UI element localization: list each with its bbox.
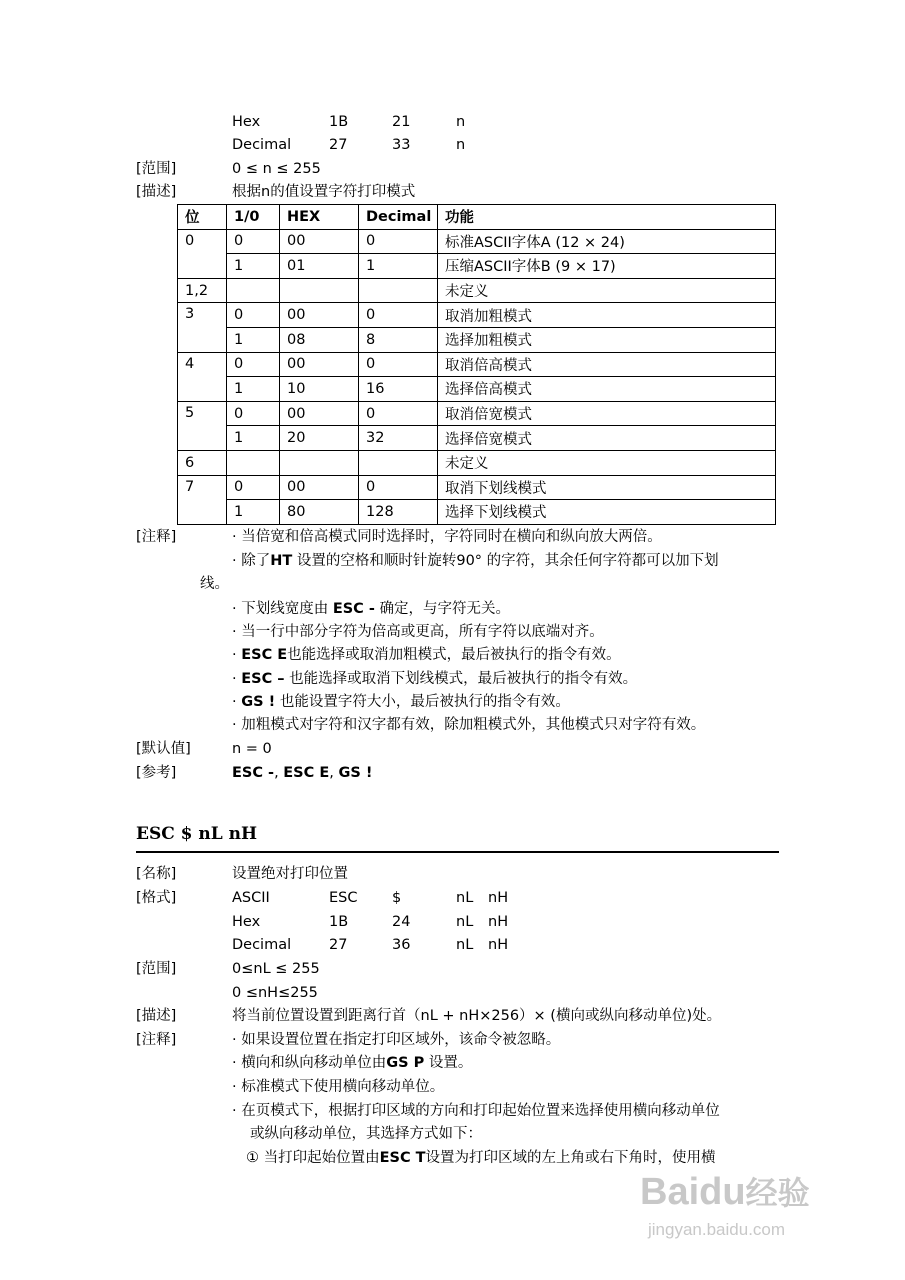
table-cell: 选择下划线模式	[438, 500, 776, 525]
command-ref: GS !	[241, 694, 276, 710]
table-cell: 0	[227, 352, 280, 377]
desc-label: [描述]	[136, 184, 177, 200]
table-row	[178, 426, 776, 451]
command-ref: ESC -	[332, 601, 375, 617]
table-cell: 取消倍高模式	[438, 352, 776, 377]
table-row	[178, 229, 776, 254]
section-title: ESC $ nL nH	[136, 824, 258, 844]
note-text: 设置为打印区域的左上角或右下角时，使用横	[425, 1150, 716, 1166]
table-cell: 10	[280, 377, 359, 402]
format-hex-value: n	[456, 114, 466, 130]
note-text: 设置。	[424, 1055, 473, 1071]
note-text: · 下划线宽度由	[232, 601, 333, 617]
format-hex-label: Hex	[232, 114, 261, 130]
table-cell: 00	[280, 229, 359, 254]
command-ref: ESC T	[379, 1150, 426, 1166]
table-row	[178, 352, 776, 377]
reference-link[interactable]: GS !	[338, 765, 373, 781]
note-continuation: 或纵向移动单位，其选择方式如下：	[250, 1126, 482, 1142]
notes-label: [注释]	[136, 529, 177, 545]
table-cell: 取消倍宽模式	[438, 401, 776, 426]
table-cell: 0	[227, 475, 280, 500]
name-label: [名称]	[136, 866, 177, 882]
command-ref: GS P	[386, 1055, 425, 1071]
table-cell: 128	[359, 500, 438, 525]
reference-link[interactable]: ESC -	[232, 765, 275, 781]
command-ref: ESC E	[241, 647, 288, 663]
table-cell: 5	[178, 401, 227, 450]
note-item: · 当倍宽和倍高模式同时选择时，字符同时在横向和纵向放大两倍。	[232, 529, 662, 545]
note-text: ·	[232, 647, 242, 663]
table-cell: 8	[359, 327, 438, 352]
table-row	[178, 278, 776, 303]
format-label: [格式]	[136, 890, 177, 906]
table-cell: 00	[280, 401, 359, 426]
table-cell: 未定义	[438, 278, 776, 303]
table-cell: 4	[178, 352, 227, 401]
note-text: · 横向和纵向移动单位由	[232, 1055, 387, 1071]
table-cell: 0	[227, 401, 280, 426]
reference-label: [参考]	[136, 765, 177, 781]
table-cell: 取消下划线模式	[438, 475, 776, 500]
table-row	[178, 450, 776, 475]
format-dec-value: nL	[456, 937, 474, 953]
format-dec-value: 27	[329, 137, 348, 153]
format-ascii-value: nL	[456, 890, 474, 906]
table-cell: 0	[359, 475, 438, 500]
note-item: · 当一行中部分字符为倍高或更高，所有字符以底端对齐。	[232, 624, 604, 640]
col-header: 位	[178, 205, 227, 230]
col-header: Decimal	[359, 205, 438, 230]
format-dec-label: Decimal	[232, 137, 292, 153]
table-cell: 取消加粗模式	[438, 303, 776, 328]
reference-link[interactable]: ESC E	[283, 765, 330, 781]
reference-list	[232, 764, 372, 782]
table-cell	[359, 450, 438, 475]
note-text: ① 当打印起始位置由	[246, 1150, 380, 1166]
note-item	[232, 600, 510, 618]
format-hex-label: Hex	[232, 914, 261, 930]
note-item: · 如果设置位置在指定打印区域外，该命令被忽略。	[232, 1032, 561, 1048]
notes-label: [注释]	[136, 1032, 177, 1048]
table-row	[178, 327, 776, 352]
range-label: [范围]	[136, 161, 177, 177]
table-cell: 未定义	[438, 450, 776, 475]
print-mode-table	[177, 204, 776, 525]
table-cell: 0	[359, 229, 438, 254]
table-cell: 01	[280, 254, 359, 279]
table-row	[178, 303, 776, 328]
range-value: 0≤nL ≤ 255	[232, 961, 320, 977]
col-header: HEX	[280, 205, 359, 230]
note-item: · 标准模式下使用横向移动单位。	[232, 1079, 445, 1095]
format-dec-label: Decimal	[232, 937, 292, 953]
baidu-watermark-logo	[640, 1168, 810, 1214]
note-item	[232, 670, 637, 688]
table-cell: 0	[178, 229, 227, 278]
watermark-brand: Baidu	[640, 1171, 746, 1213]
table-row	[178, 254, 776, 279]
note-item	[232, 693, 570, 711]
note-item	[232, 1054, 472, 1072]
note-text: · 除了	[232, 553, 271, 569]
format-hex-value: nL	[456, 914, 474, 930]
default-value: n = 0	[232, 741, 272, 757]
table-row	[178, 500, 776, 525]
table-cell	[280, 450, 359, 475]
format-ascii-value: ESC	[329, 890, 358, 906]
desc-value: 根据n的值设置字符打印模式	[232, 184, 416, 200]
table-row	[178, 377, 776, 402]
table-cell: 1	[227, 327, 280, 352]
command-ref: ESC –	[241, 671, 285, 687]
table-cell: 0	[359, 401, 438, 426]
table-cell: 00	[280, 352, 359, 377]
table-cell: 0	[359, 303, 438, 328]
format-dec-value: n	[456, 137, 466, 153]
table-cell: 1	[359, 254, 438, 279]
separator: ,	[329, 765, 339, 781]
format-hex-value: 1B	[329, 114, 349, 130]
separator: ,	[274, 765, 284, 781]
format-dec-value: 33	[392, 137, 411, 153]
section-divider	[136, 851, 779, 853]
note-text: ·	[232, 671, 242, 687]
note-item	[246, 1149, 716, 1167]
command-ref: HT	[270, 553, 293, 569]
table-row	[178, 475, 776, 500]
table-cell: 1	[227, 500, 280, 525]
table-cell: 压缩ASCII字体B (9 × 17)	[438, 254, 776, 279]
table-cell: 0	[227, 303, 280, 328]
col-header: 1/0	[227, 205, 280, 230]
table-cell: 1	[227, 254, 280, 279]
note-item	[232, 646, 621, 664]
table-cell: 0	[359, 352, 438, 377]
watermark-url: jingyan.baidu.com	[648, 1220, 786, 1239]
table-cell	[227, 278, 280, 303]
desc-label: [描述]	[136, 1008, 177, 1024]
range-value: 0 ≤ n ≤ 255	[232, 161, 321, 177]
format-ascii-label: ASCII	[232, 890, 270, 906]
table-header-row	[178, 205, 776, 230]
range-value: 0 ≤nH≤255	[232, 985, 318, 1001]
format-ascii-value: nH	[488, 890, 509, 906]
note-text: 也能选择或取消加粗模式，最后被执行的指令有效。	[287, 647, 621, 663]
table-cell: 3	[178, 303, 227, 352]
format-hex-value: 21	[392, 114, 411, 130]
table-cell: 选择倍宽模式	[438, 426, 776, 451]
table-cell: 08	[280, 327, 359, 352]
table-cell: 16	[359, 377, 438, 402]
table-cell: 20	[280, 426, 359, 451]
note-item	[232, 552, 719, 570]
table-cell: 0	[227, 229, 280, 254]
note-text: 确定，与字符无关。	[374, 601, 510, 617]
format-ascii-value: $	[392, 890, 402, 906]
table-cell: 32	[359, 426, 438, 451]
table-cell: 00	[280, 303, 359, 328]
watermark-cn: 经验	[745, 1175, 810, 1211]
table-cell	[359, 278, 438, 303]
format-dec-value: nH	[488, 937, 509, 953]
format-dec-value: 36	[392, 937, 411, 953]
note-text: ·	[232, 694, 242, 710]
note-text: 也能选择或取消下划线模式，最后被执行的指令有效。	[284, 671, 638, 687]
note-text: 设置的空格和顺时针旋转90° 的字符，其余任何字符都可以加下划	[292, 553, 719, 569]
format-hex-value: 24	[392, 914, 411, 930]
table-cell: 6	[178, 450, 227, 475]
table-cell: 00	[280, 475, 359, 500]
name-value: 设置绝对打印位置	[232, 866, 348, 882]
table-cell: 选择加粗模式	[438, 327, 776, 352]
format-hex-value: 1B	[329, 914, 349, 930]
range-label: [范围]	[136, 961, 177, 977]
note-text: 也能设置字符大小，最后被执行的指令有效。	[275, 694, 570, 710]
table-cell: 1,2	[178, 278, 227, 303]
table-cell: 选择倍高模式	[438, 377, 776, 402]
format-hex-value: nH	[488, 914, 509, 930]
table-cell: 1	[227, 426, 280, 451]
table-row	[178, 401, 776, 426]
format-dec-value: 27	[329, 937, 348, 953]
table-cell: 80	[280, 500, 359, 525]
table-cell	[280, 278, 359, 303]
col-header: 功能	[438, 205, 776, 230]
table-cell: 标准ASCII字体A (12 × 24)	[438, 229, 776, 254]
table-cell: 7	[178, 475, 227, 524]
desc-value: 将当前位置设置到距离行首（nL + nH×256）× (横向或纵向移动单位)处。	[232, 1008, 722, 1024]
default-label: [默认值]	[136, 741, 191, 757]
note-item: · 在页模式下，根据打印区域的方向和打印起始位置来选择使用横向移动单位	[232, 1103, 720, 1119]
table-cell: 1	[227, 377, 280, 402]
note-continuation: 线。	[200, 576, 229, 592]
note-item: · 加粗模式对字符和汉字都有效，除加粗模式外，其他模式只对字符有效。	[232, 717, 706, 733]
table-cell	[227, 450, 280, 475]
